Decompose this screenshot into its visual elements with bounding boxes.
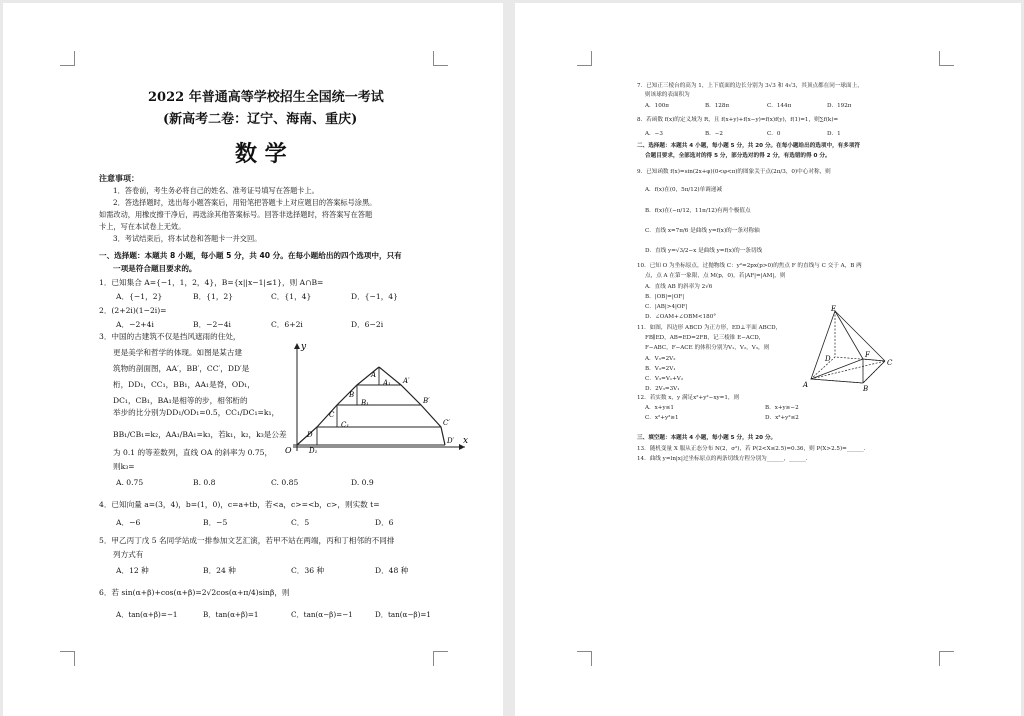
fig-label-a1: A₁ [383,379,391,387]
q5-line: 5．甲乙丙丁戊 5 名同学站成一排参加文艺汇演，若甲不站在两端，丙和丁相邻的不同排 [99,536,395,545]
crop-mark [939,51,954,66]
crop-mark [433,651,448,666]
q3-line: 桁，DD₁，CC₁，BB₁，AA₁是脊，OD₁， [113,380,255,389]
q4-option-a: A．−6 [116,518,141,527]
q6-option-a: A．tan(α+β)=−1 [116,610,178,619]
q10-option-a: A．直线 AB 的斜率为 2√6 [645,284,713,290]
question-6: 6．若 sin(α+β)+cos(α+β)=2√2cos(α+π/4)sinβ，则 [99,588,290,597]
crop-mark [577,651,592,666]
q3-option-d: D. 0.9 [351,478,374,487]
q6-option-b: B．tan(α+β)=1 [203,610,259,619]
question-2: 2．(2+2i)(1−2i)= [99,306,167,315]
crop-mark [577,51,592,66]
q5-option-b: B．24 种 [203,566,236,575]
q11-line: F−ABC，F−ACE 的体积分别为V₁，V₂，V₃，则 [645,345,770,351]
q12-option-d: D．x²+y²≤2 [765,415,799,421]
fig-label-d1: D₁ [309,447,318,455]
q4-option-d: D．6 [375,518,394,527]
q3-option-a: A. 0.75 [116,478,144,487]
q4-option-c: C．5 [291,518,310,527]
fig-label-bp: B′ [423,397,430,405]
crop-mark [939,651,954,666]
q5-option-c: C．36 种 [291,566,325,575]
q3-roof-figure [273,339,473,455]
q10-option-d: D．∠OAM+∠OBM<180° [645,314,717,320]
q7-option-d: D．192π [827,103,852,109]
fig-label-d: D [307,431,313,439]
q10-option-c: C．|AB|>4|OF| [645,304,688,310]
fig2-label-f: F [865,351,870,359]
q8-option-a: A．−3 [645,131,663,137]
fig2-label-d: D [825,355,831,363]
fig2-label-a: A [803,381,809,389]
q12-option-b: B．x+y≥−2 [765,405,799,411]
q11-line: FB∥ED，AB=ED=2FB，记三棱锥 E−ACD， [645,335,765,341]
fig2-label-e: E [831,305,837,313]
q11-option-d: D．2V₃=3V₁ [645,386,680,392]
q12-option-c: C．x²+y²≥1 [645,415,679,421]
q3-line: 筑物的剖面图，AA′，BB′，CC′，DD′是 [113,364,250,373]
document-page-1 [3,3,503,716]
q2-option-d: D．6−2i [351,320,384,329]
section-heading: 合题目要求，全部选对的得 5 分，部分选对的得 2 分，有选错的得 0 分。 [645,153,831,159]
q5-option-d: D．48 种 [375,566,409,575]
q7-option-a: A．100π [645,103,669,109]
q7-line: 则该球的表面积为 [645,92,690,98]
notice-line: 1．答卷前，考生务必将自己的姓名、准考证号填写在答题卡上。 [113,186,319,195]
notice-line: 3．考试结束后，将本试卷和答题卡一并交回。 [113,234,262,243]
section-heading: 一项是符合题目要求的。 [113,264,197,273]
q11-line: 11．如图，四边形 ABCD 为正方形，ED⊥平面 ABCD， [637,325,782,331]
q11-solid-figure [801,303,897,391]
question-9: 9．已知函数 f(x)=sin(2x+φ)(0<φ<π)的图象关于点(2π/3，0)中心对称，则 [637,169,831,175]
q11-option-a: A．V₃=2V₂ [645,356,676,362]
exam-subtitle: (新高考二卷：辽宁、海南、重庆) [163,112,358,127]
exam-title: 2022 年普通高等学校招生全国统一考试 [148,90,384,105]
q9-option-c: C．直线 x=7π/6 是曲线 y=f(x)的一条对称轴 [645,228,760,234]
question-14: 14．曲线 y=ln|x|过坐标原点的两条切线方程分别为______，______. [637,456,808,462]
fig-label-c1: C₁ [341,421,350,429]
q1-option-d: D．{−1，4} [351,292,398,301]
crop-mark [60,651,75,666]
q12-option-a: A．x+y≤1 [645,405,674,411]
q11-option-c: C．V₃=V₁+V₂ [645,376,684,382]
q3-line: 更是美学和哲学的体现。如图是某古建 [113,348,243,357]
q7-line: 7．已知正三棱台的高为 1，上下底面的边长分别为 3√3 和 4√3，其顶点都在同一球面上， [637,83,863,89]
fig-label-cp: C′ [443,419,450,427]
q2-option-a: A．−2+4i [116,320,154,329]
q3-line: 为 0.1 的等差数列，直线 OA 的斜率为 0.75， [113,448,273,457]
notice-line: 卡上，写在本试卷上无效。 [99,222,186,231]
section-heading: 二、选择题：本题共 4 小题，每小题 5 分，共 20 分。在每小题给出的选项中，有多项符 [637,143,861,149]
document-page-2 [515,3,1021,716]
q9-option-d: D．直线 y=√3/2−x 是曲线 y=f(x)的一条切线 [645,248,763,254]
q5-line: 列方式有 [113,550,144,559]
q9-option-b: B．f(x)在(−π/12，11π/12)有两个极值点 [645,208,751,214]
q8-option-d: D．1 [827,131,841,137]
fig-label-b: B [349,391,355,399]
fig-label-x: x [463,436,469,446]
section-heading: 一、选择题：本题共 8 小题，每小题 5 分，共 40 分。在每小题给出的四个选项中，只有 [99,251,402,260]
fig-label-y: y [301,342,307,352]
question-4: 4．已知向量 a=(3，4)，b=(1，0)，c=a+tb，若<a，c>=<b，c>，则实数 t= [99,500,380,509]
notice-heading: 注意事项： [99,174,139,183]
q3-line: DC₁，CB₁，BA₁是相等的步，相邻桁的 [113,396,248,405]
crop-mark [60,51,75,66]
q9-option-a: A．f(x)在(0，5π/12)单调递减 [645,187,722,193]
q10-line: 10．已知 O 为坐标原点，过抛物线 C：y²=2px(p>0)的焦点 F 的直线与 C 交于 A，B 两 [637,263,862,269]
question-8: 8．若函数 f(x)的定义域为 R，且 f(x+y)+f(x−y)=f(x)f(y)，f(1)=1，则∑f(k)= [637,117,839,123]
q10-line: 点，点 A 在第一象限，点 M(p，0)，若|AF|=|AM|，则 [645,273,786,279]
fig-label-ap: A′ [403,377,410,385]
q6-option-c: C．tan(α−β)=−1 [291,610,353,619]
q4-option-b: B．−5 [203,518,228,527]
q1-option-b: B．{1，2} [193,292,234,301]
fig2-label-c: C [887,359,893,367]
q5-option-a: A．12 种 [116,566,149,575]
q3-line: 举步的比分别为DD₁/OD₁=0.5，CC₁/DC₁=k₁， [113,408,280,417]
q6-option-d: D．tan(α−β)=1 [375,610,431,619]
fig-label-a: A [371,371,377,379]
fig-label-b1: B₁ [361,399,369,407]
question-12: 12．若实数 x，y 满足x²+y²−xy=1，则 [637,395,740,401]
q7-option-c: C．144π [767,103,792,109]
notice-line: 如需改动，用橡皮擦干净后，再选涂其他答案标号。回答非选择题时，将答案写在答题 [99,210,373,219]
q3-line: 则k₃= [113,462,135,471]
question-13: 13．随机变量 X 服从正态分布 N(2，σ²)，若 P(2<X≤2.5)=0.36，则 P(X>2.5)=______. [637,446,866,452]
q3-line: BB₁/CB₁=k₂，AA₁/BA₁=k₃，若k₁，k₂，k₃是公差 [113,430,287,439]
q1-option-c: C．{1，4} [271,292,312,301]
fig-label-dp: D′ [447,437,455,445]
fig-label-c: C [329,411,335,419]
q10-option-b: B．|OB|=|OF| [645,294,685,300]
q3-line: 3．中国的古建筑不仅是挡风遮雨的住处， [99,332,241,341]
q2-option-b: B．−2−4i [193,320,231,329]
subject-title: 数 学 [235,142,287,167]
question-1: 1．已知集合 A={−1，1，2，4}，B={x||x−1|≤1}，则 A∩B= [99,278,324,287]
q1-option-a: A．{−1，2} [116,292,163,301]
section-heading: 三、填空题：本题共 4 小题，每小题 5 分，共 20 分。 [637,435,777,441]
crop-mark [433,51,448,66]
fig2-label-b: B [863,385,869,391]
q3-option-c: C. 0.85 [271,478,299,487]
notice-line: 2．答选择题时，选出每小题答案后，用铅笔把答题卡上对应题目的答案标号涂黑。 [113,198,377,207]
q2-option-c: C．6+2i [271,320,303,329]
q8-option-b: B．−2 [705,131,723,137]
q8-option-c: C．0 [767,131,781,137]
q7-option-b: B．128π [705,103,730,109]
q11-option-b: B．V₃=2V₁ [645,366,676,372]
q3-option-b: B. 0.8 [193,478,216,487]
fig-label-o: O [285,446,292,455]
